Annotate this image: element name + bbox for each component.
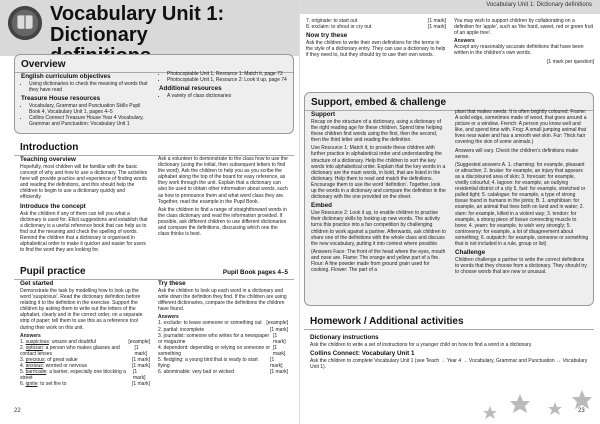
page-title: Vocabulary Unit 1: Dictionary bbox=[50, 3, 225, 46]
answer-text: 2. optician: a person who makes glasses and contact lenses bbox=[20, 344, 120, 357]
embed-heading: Embed bbox=[311, 202, 332, 210]
answers-label: Answers bbox=[158, 314, 179, 321]
answer-mark: [1 mark] bbox=[131, 381, 150, 388]
answer-text: 3. precious: of great value bbox=[20, 357, 78, 364]
right-top-col2 bbox=[454, 18, 594, 65]
answer-mark: [1 mark] bbox=[272, 344, 286, 357]
support-text: Recap on the structure of a dictionary, using a dictionary of the right reading age for these children. Spend time helping these children find words using the first, then the second, then the third letter and reading the definition. bbox=[311, 119, 443, 144]
treasure-heading: Treasure House resources bbox=[21, 95, 101, 103]
additional-heading: Additional resources bbox=[159, 85, 222, 93]
answer-row bbox=[306, 24, 446, 30]
concept-heading: Introduce the concept bbox=[20, 202, 86, 210]
answer-text: 3. journalist: someone who writes for a newspaper or magazine bbox=[158, 332, 270, 345]
objectives-heading: English curriculum objectives bbox=[21, 73, 111, 80]
collins-heading: Collins Connect: Vocabulary Unit 1 bbox=[310, 350, 415, 358]
page-gutter bbox=[299, 0, 300, 424]
try-heading: Try these bbox=[158, 280, 186, 287]
page-number-left: 22 bbox=[14, 408, 21, 414]
pupil-pages: Pupil Book pages 4–5 bbox=[222, 269, 288, 276]
answer-mark: [1 mark] bbox=[427, 24, 446, 31]
get-started-answers bbox=[20, 339, 150, 388]
answer-text: 7. originate: to start out bbox=[306, 18, 358, 24]
support-box bbox=[304, 92, 594, 306]
page-number-right: 23 bbox=[578, 408, 585, 414]
answer-text: 8. exclaim: to shout or cry out bbox=[306, 24, 372, 31]
right-top-col1 bbox=[306, 18, 446, 60]
support-sub-heading: Support bbox=[311, 111, 336, 118]
answer-text: 5. fledgling: a young bird that is ready to start flying bbox=[158, 357, 258, 370]
overview-box bbox=[14, 54, 294, 134]
answers-label: Answers bbox=[454, 38, 475, 45]
answer-text: 6. abominable: very bad or wicked bbox=[158, 369, 234, 376]
embed-answers: (Answers Face: The front of the head where the eyes, mouth and nose are. Flame: The orange and yellow part of a fire. Flour: A fine powder made from ground grain used for cooking. Flower: The part of a bbox=[311, 248, 446, 274]
pupil-practice-box bbox=[14, 262, 294, 402]
support-heading: Support, embed & challenge bbox=[305, 93, 593, 111]
rt-col2-answer: Accept any reasonably accurate definitions that have been written in the children's own words. bbox=[454, 44, 584, 57]
answer-mark: [1 mark] bbox=[269, 326, 288, 333]
objective-item: • Using dictionaries to check the meaning of words that they have read bbox=[29, 81, 149, 93]
overview-heading: Overview bbox=[15, 55, 293, 73]
answer-text: 4. anxious: worried or nervous bbox=[20, 363, 87, 370]
decorative-stars-icon bbox=[470, 384, 600, 424]
rt-mark: [1 mark per question] bbox=[547, 58, 594, 65]
teaching-heading: Teaching overview bbox=[20, 156, 76, 163]
answer-text: 1. suspicious: unsure and doubtful bbox=[20, 338, 96, 345]
introduction-box bbox=[14, 138, 294, 256]
answer-mark: [1 mark] bbox=[131, 363, 150, 370]
answer-mark: [example] bbox=[128, 338, 150, 345]
support-col2-text: plant that makes seeds. It is often brightly coloured. Frame: A solid edge, sometimes made of wood, that goes around a picture or a window. French: A person you know well and like, and spend time with. Frog: A small jumping animal that lives near water and has a smooth wet skin. Fur: Thick hair covering the skin of some animals.) bbox=[455, 109, 587, 146]
answer-mark: [1 mark] bbox=[132, 369, 146, 382]
answer-text: 4. dependent: depending or relying on someone or something bbox=[158, 344, 271, 357]
answer-row bbox=[20, 369, 150, 381]
answer-row bbox=[158, 345, 288, 357]
answer-text: 5. barricade: a barrier, especially one blocking a street bbox=[20, 369, 126, 382]
additional-item: • A variety of class dictionaries bbox=[167, 93, 287, 99]
challenge-text: Children challenge a partner to write the correct definitions to words that they choose from a dictionary. They should try to choose words that are new or unusual. bbox=[455, 257, 587, 276]
answer-row bbox=[158, 357, 288, 369]
concept-text: Ask the children if any of them can tell you what a dictionary is used for. Elicit suggestions and establish that a dictionary is a useful reference book that can help us to find out the meaning and check the spelling of words. Remind the children that a dictionary is organised in alphabetical order to make it quicker and easier for users to find the word they are looking for. bbox=[20, 210, 148, 254]
answer-mark: [1 mark] bbox=[270, 357, 283, 370]
teaching-text: Hopefully, most children will be familiar with the basic concept of why and how to use a dictionary. The activities here will provide practice and experience of finding words and reading the definitions, and this should help the children to begin to use a dictionary quickly and efficiently. bbox=[20, 164, 148, 201]
treasure-item: • Collins Connect Treasure House Year 4 Vocabulary, Grammar and Punctuation: Vocabulary Unit 1 bbox=[29, 115, 149, 127]
answer-text: 2. partial: incomplete bbox=[158, 326, 205, 333]
intro-col2-text2: Ask the children to find a range of straightforward words in the class dictionary and read the information provided. If possible, ask different children to use different dictionaries and compare the definitions, discussing which one the class thinks is best. bbox=[158, 206, 287, 238]
photocopiable-item: • Photocopiable Unit 1, Resource 1: Match it, page 73 bbox=[167, 71, 287, 77]
answer-mark: [1 mark] bbox=[427, 18, 446, 24]
support-col2-text2: Answers will vary. Check the children's definitions make sense. bbox=[455, 147, 579, 160]
answer-row bbox=[20, 345, 150, 357]
challenge-heading: Challenge bbox=[455, 249, 486, 257]
answer-row bbox=[158, 369, 288, 375]
homework-heading: Homework / Additional activities bbox=[304, 312, 594, 330]
suggested-answers: (Suggested answers A. 1. charming: for example, pleasant or attractive; 2. bruise: for example, an injury that appears as a discoloured area of skin; 3. forecast: for example, vividly colourful; 4. lagoon: for example, an outlying residential district of a city 5. fuel: for example, stretched or pulled tight; 5. catalogue: for example, a type of strong tissue found in humans in the joints; B. 1. amphibian: for example, an animal that lives both on land and in water; 2. slam: for example, killed in a violent way; 3. tendon: for example, a strong piece of tissue connecting muscle to bone; 4. yearn: for example, to wish very strongly; 5. controversy: for example, a lot of disagreement about something; 6. outpatch: for example, someone or something that is not included in a rule, group or list) bbox=[455, 161, 589, 247]
answer-mark: [1 mark] bbox=[269, 369, 288, 376]
pupil-title: Pupil practice bbox=[20, 266, 86, 277]
answer-text: 6. ignite: to set fire to bbox=[20, 381, 67, 388]
dictionary-logo-icon bbox=[6, 4, 44, 42]
get-started-heading: Get started bbox=[20, 280, 54, 287]
collins-text: Ask the children to complete Vocabulary Unit 1 (see Teach → Year 4 → Vocabulary, Grammar and Punctuation → Vocabulary Unit 1). bbox=[310, 358, 588, 371]
now-heading: Now try these bbox=[306, 32, 348, 40]
photocopiable-item: • Photocopiable Unit 1, Resource 2: Look it up, page 74 bbox=[167, 77, 287, 83]
now-text: Ask the children to write their own definitions for the terms in the style of a dictionary entry. They can use a dictionary to help if they need to, but they should try to use their own words. bbox=[306, 40, 446, 59]
homework-box bbox=[304, 312, 594, 376]
answer-mark: [1 mark] bbox=[134, 344, 147, 357]
running-head: Vocabulary Unit 1: Dictionary definitions bbox=[486, 2, 592, 8]
answer-row bbox=[158, 333, 288, 345]
rt-col2-text: You may wish to support children by collaborating on a definition for 'apple', such as 'the hard, sweet, red or green fruit of an apple tree'. bbox=[454, 18, 594, 37]
get-started-text: Demonstrate the task by modelling how to look up the word 'suspicious'. Read the dictionary definition before relating it to the definition in the exercise. Support the children by asking them to write out the letters of the alphabet, clearly and in the correct order, on a separate strip of paper; tell them to use this as a reference tool during their work on this unit. bbox=[20, 288, 143, 331]
introduction-heading: Introduction bbox=[14, 138, 294, 156]
try-answers bbox=[158, 320, 288, 375]
answers-label: Answers bbox=[20, 332, 41, 339]
dict-heading: Dictionary instructions bbox=[310, 334, 379, 341]
intro-col2-text: Ask a volunteer to demonstrate to the class how to use the dictionary (using the initial, then subsequent letters to find the word). Ask the children to help you as you scribe the alphabet along the top of the board for easy reference, as they work through the unit. Explain that a dictionary can also be used to obtain other information about words, such as how to pronounce them and what word class they are. Together, read the example in the Pupil Book. bbox=[158, 156, 288, 205]
answer-mark: [1 mark] bbox=[131, 357, 150, 364]
treasure-item: • Vocabulary, Grammar and Punctuation Skills Pupil Book 4, Vocabulary Unit 1, pages 4–5 bbox=[29, 103, 149, 115]
embed-text: Use Resource 2: Look it up, to enable children to practise their dictionary skills by looking up new words. The activity turns this practice into a fun competition by challenging children to work against a partner. Afterwards, ask children to share one of the definitions with the whole class and discuss the new vocabulary, putting it into context where possible. bbox=[311, 210, 447, 247]
support-text2: Use Resource 1: Match it, to provide these children with further practice in alphabetical order and understanding the structure of a dictionary. Help the children to sort the key words into alphabetical order. Explain that the key words in a dictionary are the main words, in bold, that are listed in the dictionary. Help them to read and match the definitions. Encourage them to use the word 'definition'. Together, look up the words in a dictionary and compare the definition in the dictionary with the one provided on the sheet. bbox=[311, 145, 446, 201]
dict-text: Ask the children to write a set of instructions for a younger child on how to find a word in a dictionary. bbox=[310, 342, 533, 348]
answer-mark: [example] bbox=[266, 320, 288, 327]
answer-mark: [1 mark] bbox=[273, 332, 286, 345]
try-text: Ask the children to look up each word in a dictionary and write down the definition they find. If the children are using different dictionaries, compare the definitions the children have found. bbox=[158, 288, 287, 313]
answer-text: 1. exclude: to leave someone or something out bbox=[158, 320, 262, 327]
answer-row bbox=[20, 381, 150, 387]
